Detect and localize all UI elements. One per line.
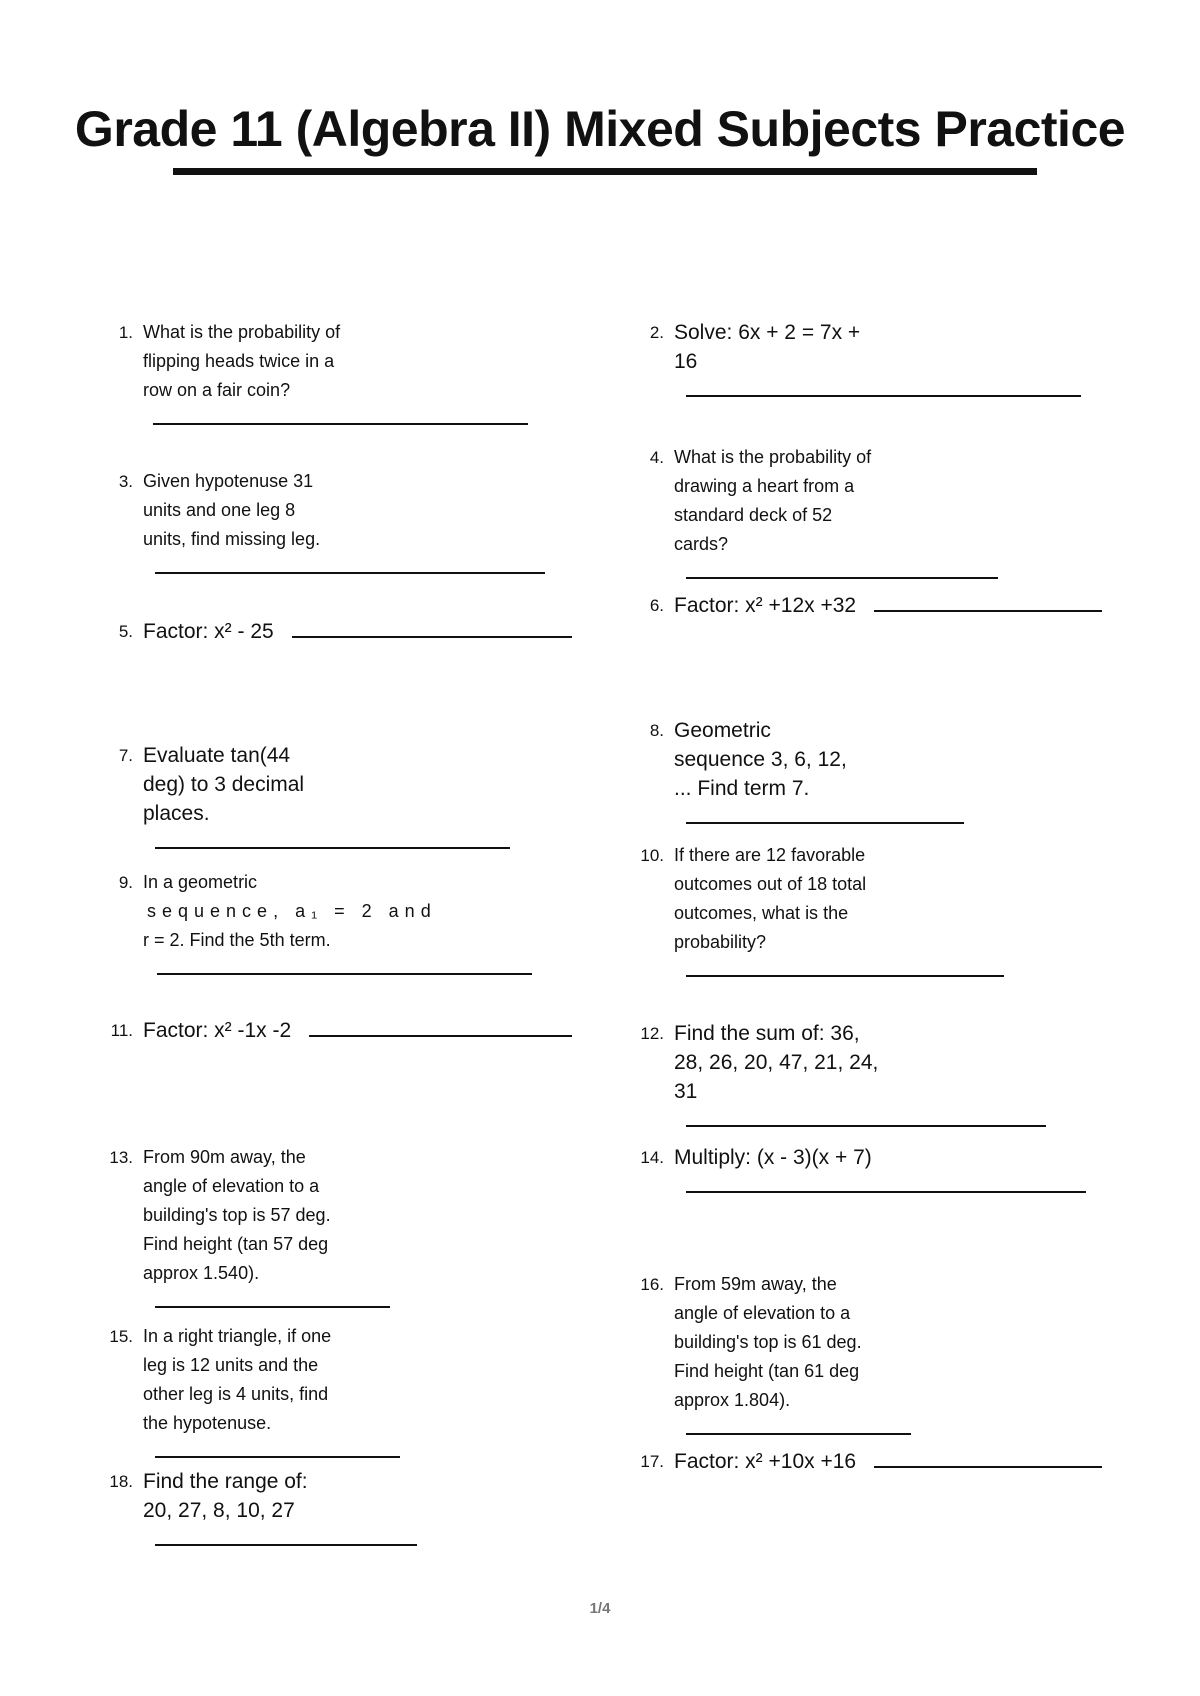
question-2 [649,318,879,405]
question-number: 2. [649,323,664,342]
question-number: 8. [649,721,664,740]
question-number: 3. [118,472,133,491]
answer-line[interactable] [155,572,545,574]
answer-line[interactable] [686,1125,1046,1127]
page-title: Grade 11 (Algebra II) Mixed Subjects Practice [74,101,1126,157]
question-number: 4. [649,448,664,467]
answer-line[interactable] [686,1191,1086,1193]
question-text: sequence, a₁ = 2 and [147,901,437,921]
answer-line[interactable] [686,822,964,824]
question-18 [109,1467,333,1554]
question-text: Evaluate tan(44 deg) to 3 decimal places. [143,744,305,825]
question-10 [640,841,879,986]
question-text: From 59m away, the angle of elevation to a building's top is 61 deg. Find height (tan 61 deg approx 1.804). [674,1274,862,1410]
answer-line[interactable] [686,975,1004,977]
title-underline [173,168,1037,175]
question-13 [109,1143,348,1317]
question-number: 16. [640,1275,664,1294]
question-text: Find the range of: 20, 27, 8, 10, 27 [143,1470,308,1522]
question-5 [118,617,583,646]
question-16 [640,1270,879,1444]
question-text: Solve: 6x + 2 = 7x + 16 [674,321,861,373]
question-text: In a geometric [143,872,258,892]
question-number: 12. [640,1024,664,1043]
question-text: From 90m away, the angle of elevation to a building's top is 57 deg. Find height (tan 57 deg approx 1.540). [143,1147,331,1283]
question-text: What is the probability of flipping heads twice in a row on a fair coin? [143,322,341,400]
question-text: Multiply: (x - 3)(x + 7) [674,1146,872,1169]
question-9 [118,868,593,984]
answer-line[interactable] [157,973,532,975]
question-7 [118,741,323,857]
question-3 [118,467,338,583]
question-number: 17. [640,1452,664,1471]
answer-line[interactable] [686,395,1081,397]
answer-line[interactable] [153,423,528,425]
question-14 [640,1143,884,1201]
question-text: If there are 12 favorable outcomes out of 18 total outcomes, what is the probability? [674,845,867,952]
question-number: 11. [110,1021,133,1040]
question-text: Factor: x² - 25 [143,620,274,643]
question-text: Factor: x² -1x -2 [143,1019,292,1042]
answer-line[interactable] [309,1035,572,1037]
answer-line[interactable] [874,1466,1102,1468]
question-number: 9. [118,873,133,892]
question-number: 14. [640,1148,664,1167]
question-text: Find the sum of: 36, 28, 26, 20, 47, 21, 24, 31 [674,1022,879,1103]
question-text: Factor: x² +10x +16 [674,1450,857,1473]
question-11 [110,1016,583,1045]
question-15 [109,1322,358,1467]
question-number: 13. [109,1148,133,1167]
answer-line[interactable] [155,1456,400,1458]
question-6 [649,591,1114,620]
question-1 [118,318,343,434]
question-number: 1. [118,323,133,342]
answer-line[interactable] [155,1306,390,1308]
question-12 [640,1019,884,1135]
question-number: 5. [118,622,133,641]
answer-line[interactable] [292,636,572,638]
question-number: 7. [118,746,133,765]
question-text: What is the probability of drawing a heart from a standard deck of 52 cards? [674,447,872,554]
question-text: In a right triangle, if one leg is 12 units and the other leg is 4 units, find the hypotenuse. [143,1326,332,1433]
question-text: Geometric sequence 3, 6, 12, ... Find term 7. [674,719,847,800]
answer-line[interactable] [686,1433,911,1435]
page-number: 1/4 [589,1600,611,1617]
question-4 [649,443,884,588]
question-number: 15. [109,1327,133,1346]
question-number: 10. [640,846,664,865]
answer-line[interactable] [155,847,510,849]
question-number: 6. [649,596,664,615]
answer-line[interactable] [686,577,998,579]
question-number: 18. [109,1472,133,1491]
question-text: Given hypotenuse 31 units and one leg 8 units, find missing leg. [143,471,321,549]
question-text: r = 2. Find the 5th term. [143,930,331,950]
answer-line[interactable] [874,610,1102,612]
question-17 [640,1447,1114,1476]
answer-line[interactable] [155,1544,417,1546]
question-text: Factor: x² +12x +32 [674,594,857,617]
question-8 [649,716,864,832]
